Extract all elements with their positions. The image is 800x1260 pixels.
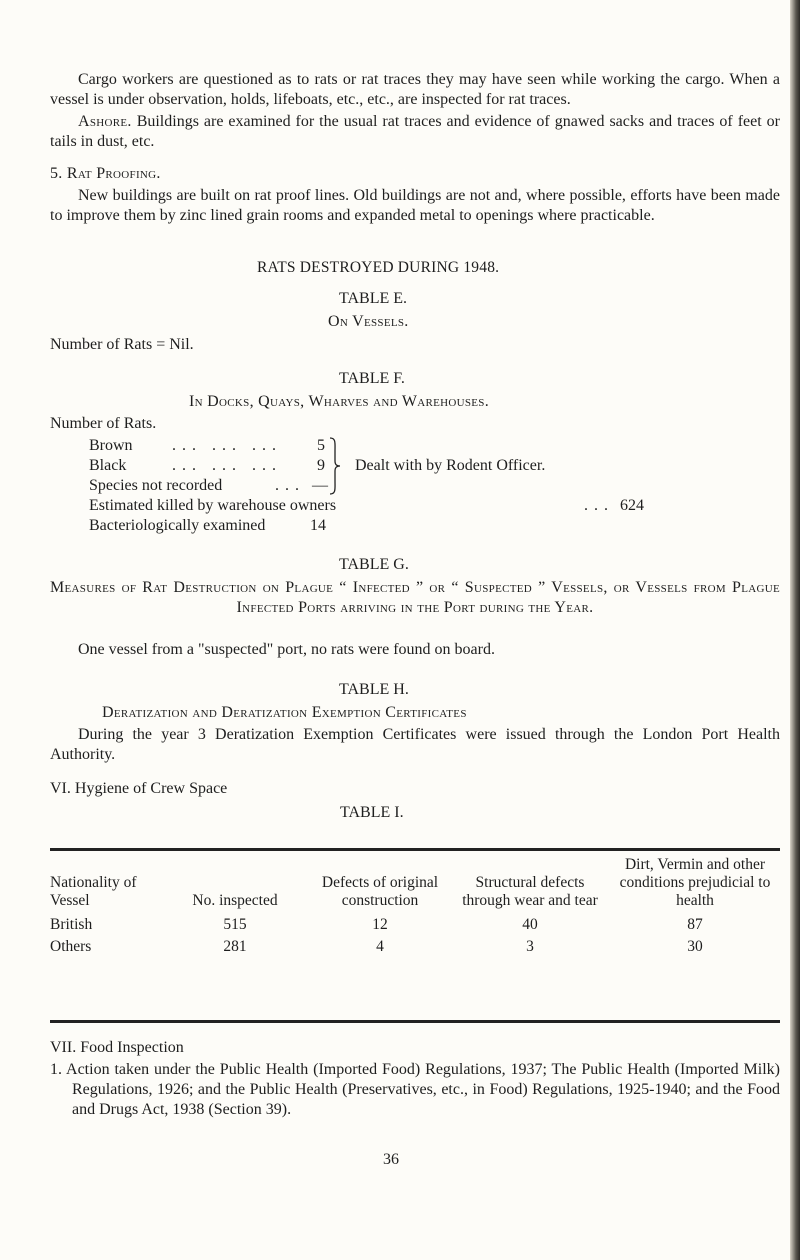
table-f-title: TABLE F. [339, 370, 405, 387]
ashore-paragraph [50, 112, 780, 152]
table-f-subtitle: In Docks, Quays, Wharves and Warehouses. [189, 393, 490, 410]
table-g-title: TABLE G. [339, 556, 409, 573]
col-inspected: No. inspected [192, 892, 278, 909]
ashore-label: Ashore. [78, 113, 132, 130]
estimated-killed-dots: ... [584, 497, 614, 514]
hygiene-table-header [50, 856, 780, 914]
row-british-nationality: British [50, 916, 93, 933]
table-h-text: During the year 3 Deratization Exemption Certificates were issued through the London Port Health Authority. [50, 726, 780, 763]
page-edge-shadow [790, 0, 800, 1260]
row-others-dirt: 30 [687, 938, 703, 955]
dealt-with-rodent-officer: Dealt with by Rodent Officer. [355, 457, 546, 474]
brown-label: Brown [89, 437, 133, 454]
species-label: Species not recorded [89, 477, 223, 494]
table-h-title: TABLE H. [339, 681, 409, 698]
bacterio-value: 14 [310, 517, 326, 534]
col-defects-original: Defects of original construction [321, 874, 439, 909]
bacterio-label: Bacteriologically examined [89, 517, 266, 534]
brown-value: 5 [317, 437, 325, 454]
col-dirt-vermin: Dirt, Vermin and other conditions prejudicial to health [619, 856, 771, 909]
table-row [50, 914, 780, 936]
row-british-defects: 12 [372, 916, 388, 933]
rats-destroyed-title: RATS DESTROYED DURING 1948. [257, 259, 500, 276]
ashore-text: Buildings are examined for the usual rat traces and evidence of gnawed sacks and traces of feet or tails in dust, etc. [50, 113, 780, 150]
page-number: 36 [383, 1151, 399, 1168]
row-others-nationality: Others [50, 938, 92, 955]
row-others-inspected: 281 [223, 938, 247, 955]
species-value: — [312, 477, 328, 494]
black-dots: ... ... ... [172, 457, 282, 474]
rat-proofing-paragraph: New buildings are built on rat proof lines. Old buildings are not and, where possible, efforts have been made to improve them by zinc lined grain rooms and expanded metal to openings where practicable. [50, 187, 780, 224]
table-h-heading: Deratization and Deratization Exemption Certificates [102, 704, 467, 721]
col-nationality: Nationality of Vessel [50, 874, 137, 909]
estimated-killed-value: 624 [620, 497, 644, 514]
table-g-text: One vessel from a "suspected" port, no rats were found on board. [78, 641, 495, 658]
table-i-title: TABLE I. [340, 804, 404, 821]
brace-icon [328, 437, 342, 495]
species-dots: ... [275, 477, 305, 494]
row-british-dirt: 87 [687, 916, 703, 933]
food-inspection-heading: VII. Food Inspection [50, 1039, 184, 1056]
table-f-number-label: Number of Rats. [50, 415, 157, 432]
black-label: Black [89, 457, 127, 474]
hygiene-heading: VI. Hygiene of Crew Space [50, 780, 228, 797]
row-others-structural: 3 [526, 938, 534, 955]
table-g-heading: Measures of Rat Destruction on Plague “ Infected ” or “ Suspected ” Vessels, or Vessels from Plague Infected Ports arriving in the Port during the Year. [50, 579, 780, 616]
col-structural-defects: Structural defects through wear and tear [462, 874, 598, 909]
table-i-bottom-rule [50, 1020, 780, 1023]
hygiene-table [50, 856, 780, 958]
row-british-inspected: 515 [223, 916, 247, 933]
food-inspection-item: 1. Action taken under the Public Health (Imported Food) Regulations, 1937; The Public Health (Imported Milk) Regulations, 1926; and the Public Health (Preservatives, etc., in Food) Regulations, 1925-1940; and the Food and Drugs Act, 1938 (Section 39). [50, 1061, 780, 1118]
table-e-number-of-rats: Number of Rats = Nil. [50, 336, 194, 353]
table-e-subtitle: On Vessels. [328, 313, 409, 330]
row-others-defects: 4 [376, 938, 384, 955]
cargo-workers-paragraph: Cargo workers are questioned as to rats or rat traces they may have seen while working the cargo. When a vessel is under observation, holds, lifeboats, etc., etc., are inspected for rat traces. [50, 71, 780, 108]
rat-proofing-heading: 5. Rat Proofing. [50, 165, 161, 182]
brown-dots: ... ... ... [172, 437, 282, 454]
row-british-structural: 40 [522, 916, 538, 933]
table-e-title: TABLE E. [339, 290, 408, 307]
estimated-killed-label: Estimated killed by warehouse owners [89, 497, 337, 514]
table-i-top-rule [50, 848, 780, 851]
black-value: 9 [317, 457, 325, 474]
table-row [50, 936, 780, 958]
